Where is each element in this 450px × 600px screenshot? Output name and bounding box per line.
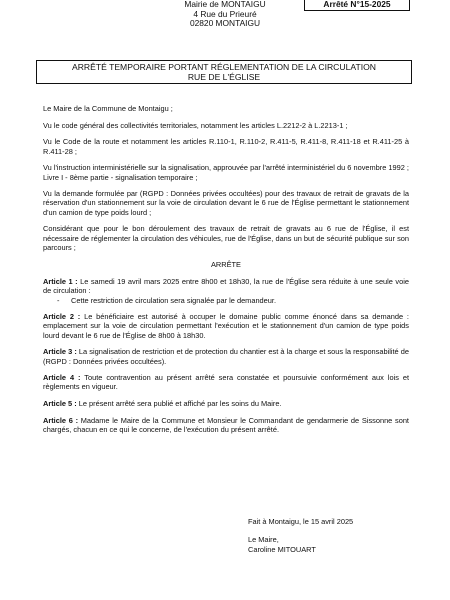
preamble-maire: Le Maire de la Commune de Montaigu ; [43, 104, 173, 113]
article-5-label: Article 5 : [43, 399, 77, 409]
mairie-street: 4 Rue du Prieuré [193, 8, 257, 19]
article-3 [43, 347, 409, 365]
preamble-instruction: Vu l'instruction interministérielle sur la signalisation, approuvée par l'arrêté interministériel du 6 novembre 1992 ; Livre I - 8ème partie - signalisation temporaire ; [43, 163, 409, 182]
article-4 [43, 373, 409, 391]
article-3-label: Article 3 : [43, 347, 77, 357]
article-1-text: Le samedi 19 avril mars 2025 entre 8h00 et 18h30, la rue de l'Église sera réduite à une seule voie de circulation : [43, 277, 409, 296]
signature-name: Caroline MITOUART [248, 544, 316, 554]
title-box [36, 60, 412, 84]
article-1-label: Article 1 : [43, 277, 78, 287]
article-1-paragraph [43, 277, 409, 295]
signature-gap [248, 526, 353, 535]
article-4-text: Toute contravention au présent arrêté sera constatée et poursuivie conformément aux lois et règlements en vigueur. [43, 373, 410, 392]
article-1 [43, 277, 409, 305]
article-6 [43, 416, 409, 434]
preamble-code-route: Vu le Code de la route et notamment les articles R.110-1, R.110-2, R.411-5, R.411-8, R.411-18 et R.411-25 à R.411-28 ; [43, 137, 409, 156]
document-body [43, 104, 409, 442]
title-line-1: ARRÊTÉ TEMPORAIRE PORTANT RÉGLEMENTATION DE LA CIRCULATION [71, 62, 376, 72]
article-5-text: Le présent arrêté sera publié et affiché par les soins du Maire. [76, 399, 282, 409]
mairie-city: 02820 MONTAIGU [189, 18, 261, 29]
arrete-reference: Arrêté N°15-2025 [304, 0, 410, 11]
preamble-demande: Vu la demande formulée par (RGPD : Données privées occultées) pour des travaux de retrait de gravats de la réservation d'un stationnement sur la voie de circulation devant le 6 rue de l'Église permettant le stationnement d'un camion de type poids lourd ; [43, 189, 409, 217]
signature-role: Le Maire, [248, 535, 279, 545]
article-4-label: Article 4 : [43, 373, 81, 383]
preamble-cgct: Vu le code général des collectivités territoriales, notamment les articles L.2212-2 à L.2213-1 ; [43, 120, 348, 130]
article-1-bullet [57, 296, 409, 305]
article-3-text: La signalisation de restriction et de protection du chantier est à la charge et sous la responsabilité de (RGPD : Données privées occultées). [43, 347, 410, 366]
mairie-name: Mairie de MONTAIGU [184, 0, 266, 9]
article-1-bullet-text: Cette restriction de circulation sera signalée par le demandeur. [71, 295, 276, 305]
article-2 [43, 312, 409, 340]
article-2-text: Le bénéficiaire est autorisé à occuper le domaine public comme énoncé dans sa demande : emplacement sur la voie de circulation permettant l'exécution et le stationnement d'un camion de type poids lourd devant le 6 rue de l'Église de 8h00 à 18h30. [43, 312, 409, 340]
preamble-considerant: Considérant que pour le bon déroulement des travaux de retrait de gravats au 6 rue de l'Église, il est nécessaire de réglementer la circulation des véhicules, rue de l'Église, dans un but de sécurité publique sur son parcours ; [43, 224, 409, 252]
signature-block [248, 517, 353, 554]
mairie-address-block [178, 0, 272, 29]
article-2-label: Article 2 : [43, 312, 81, 322]
bullet-dash: - [57, 295, 60, 305]
article-6-label: Article 6 : [43, 415, 79, 425]
article-6-text: Madame le Maire de la Commune et Monsieur le Commandant de gendarmerie de Sissonne sont chargés, chacun en ce qui le concerne, de l'exécution du présent arrêté. [43, 415, 409, 435]
article-5 [43, 399, 409, 408]
signature-place-date: Fait à Montaigu, le 15 avril 2025 [248, 517, 354, 526]
decision-heading: ARRÊTE [211, 259, 241, 269]
title-line-2: RUE DE L'ÉGLISE [187, 72, 261, 83]
